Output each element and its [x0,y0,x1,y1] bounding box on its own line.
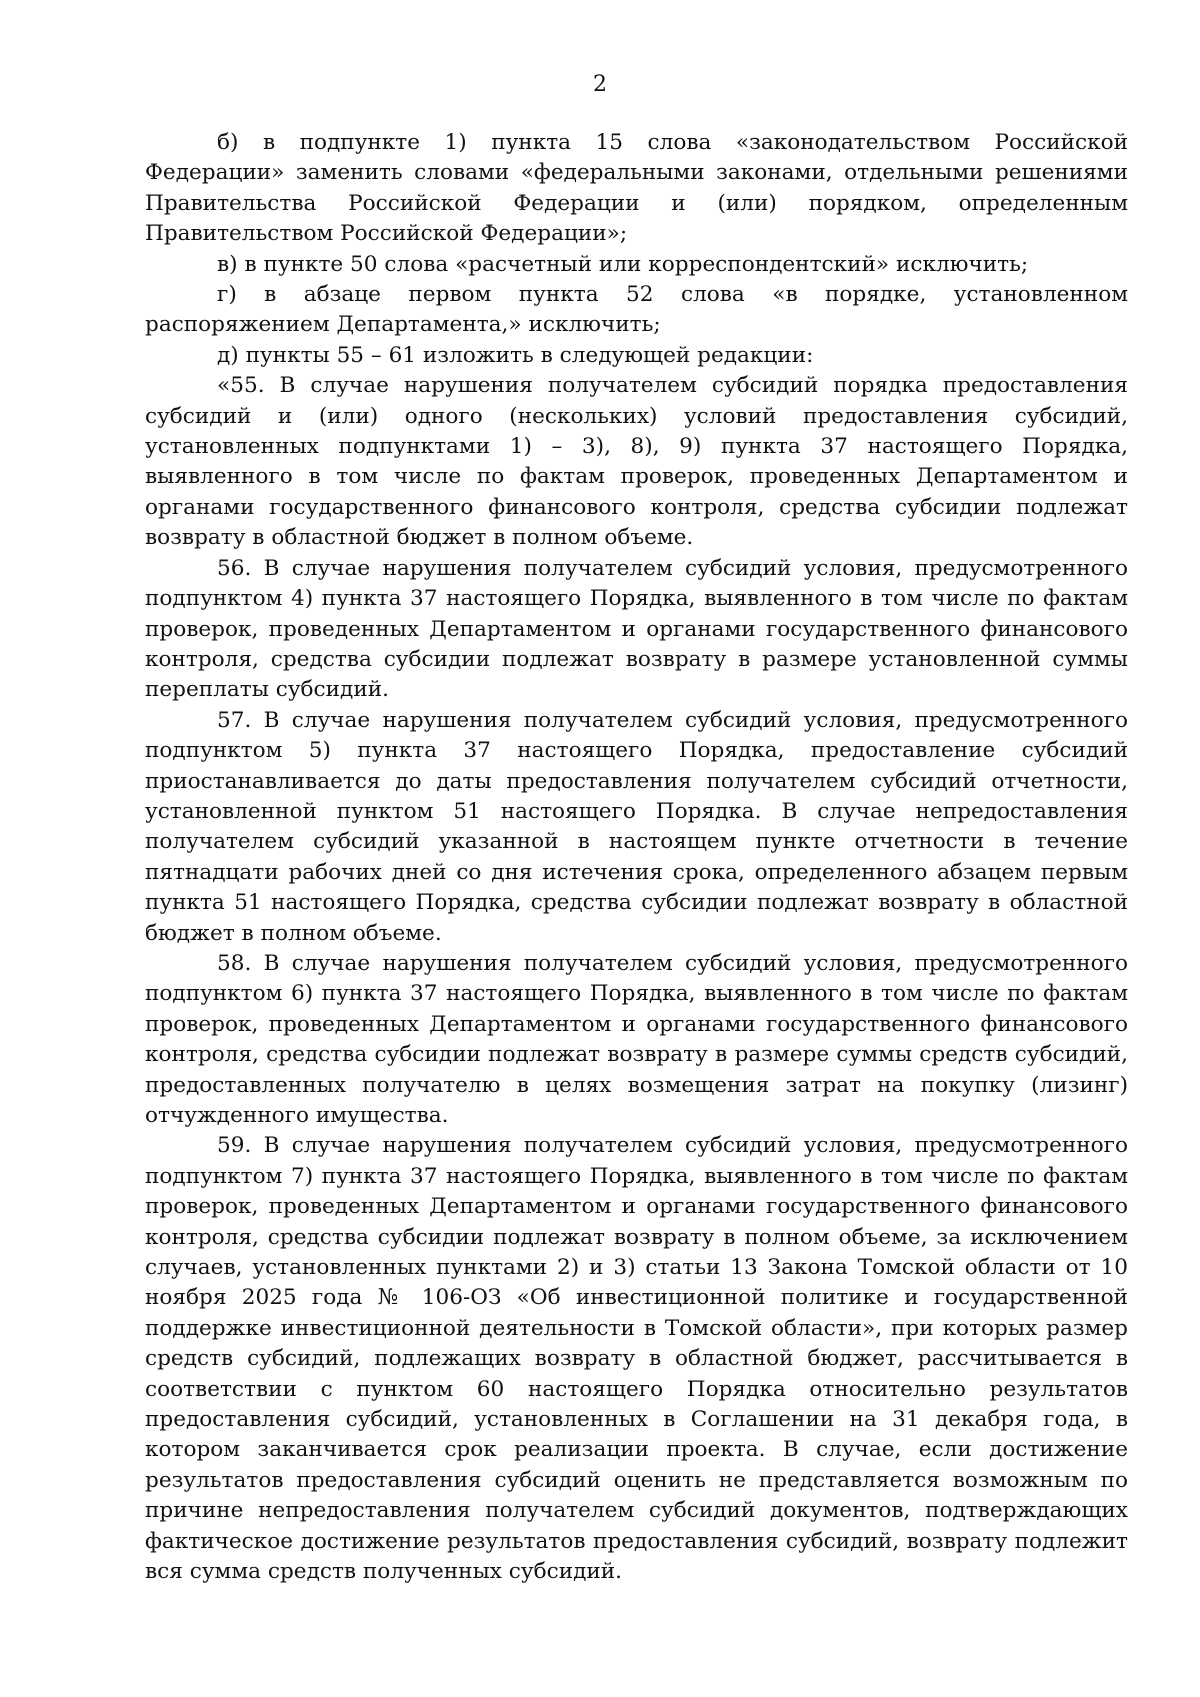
paragraph-59: 59. В случае нарушения получателем субсидий условия, предусмотренного подпунктом 7) пункта 37 настоящего Порядка, выявленного в том числе по фактам проверок, проведенных Департаментом и органами государственного финансового контроля, средства субсидии подлежат возврату в полном объеме, за исключением случаев, установленных пунктами 2) и 3) статьи 13 Закона Томской области от 10 ноября 2025 года № 106-ОЗ «Об инвестиционной политике и государственной поддержке инвестиционной деятельности в Томской области», при которых размер средств субсидий, подлежащих возврату в областной бюджет, рассчитывается в соответствии с пунктом 60 настоящего Порядка относительно результатов предоставления субсидий, установленных в Соглашении на 31 декабря года, в котором заканчивается срок реализации проекта. В случае, если достижение результатов предоставления субсидий оценить не представляется возможным по причине непредоставления получателем субсидий документов, подтверждающих фактическое достижение результатов предоставления субсидий, возврату подлежит вся сумма средств полученных субсидий. [145,1133,1128,1585]
paragraph-55: «55. В случае нарушения получателем субсидий порядка предоставления субсидий и (или) одного (нескольких) условий предоставления субсидий, установленных подпунктами 1) – 3), 8), 9) пункта 37 настоящего Порядка, выявленного в том числе по фактам проверок, проведенных Департаментом и органами государственного финансового контроля, средства субсидии подлежат возврату в областной бюджет в полном объеме. [145,373,1128,551]
paragraph-57: 57. В случае нарушения получателем субсидий условия, предусмотренного подпунктом 5) пункта 37 настоящего Порядка, предоставление субсидий приостанавливается до даты предоставления получателем субсидий отчетности, установленной пунктом 51 настоящего Порядка. В случае непредоставления получателем субсидий указанной в настоящем пункте отчетности в течение пятнадцати рабочих дней со дня истечения срока, определенного абзацем первым пункта 51 настоящего Порядка, средства субсидии подлежат возврату в областной бюджет в полном объеме. [145,707,1128,946]
paragraph-v: в) в пункте 50 слова «расчетный или корреспондентский» исключить; [217,251,1029,277]
paragraph-56: 56. В случае нарушения получателем субсидий условия, предусмотренного подпунктом 4) пункта 37 настоящего Порядка, выявленного в том числе по фактам проверок, проведенных Департаментом и органами государственного финансового контроля, средства субсидии подлежат возврату в размере установленной суммы переплаты субсидий. [145,555,1128,703]
paragraph-b: б) в подпункте 1) пункта 15 слова «законодательством Российской Федерации» заменить словами «федеральными законами, отдельными решениями Правительства Российской Федерации и (или) порядком, определенным Правительством Российской Федерации»; [145,130,1128,247]
document-body [145,128,1128,1588]
paragraph-g: г) в абзаце первом пункта 52 слова «в порядке, установленном распоряжением Департамента,» исключить; [145,282,1128,338]
page-number: 2 [593,72,607,97]
paragraph-58: 58. В случае нарушения получателем субсидий условия, предусмотренного подпунктом 6) пункта 37 настоящего Порядка, выявленного в том числе по фактам проверок, проведенных Департаментом и органами государственного финансового контроля, средства субсидии подлежат возврату в размере суммы средств субсидий, предоставленных получателю в целях возмещения затрат на покупку (лизинг) отчужденного имущества. [145,950,1128,1128]
paragraph-d: д) пункты 55 – 61 изложить в следующей редакции: [217,342,814,368]
